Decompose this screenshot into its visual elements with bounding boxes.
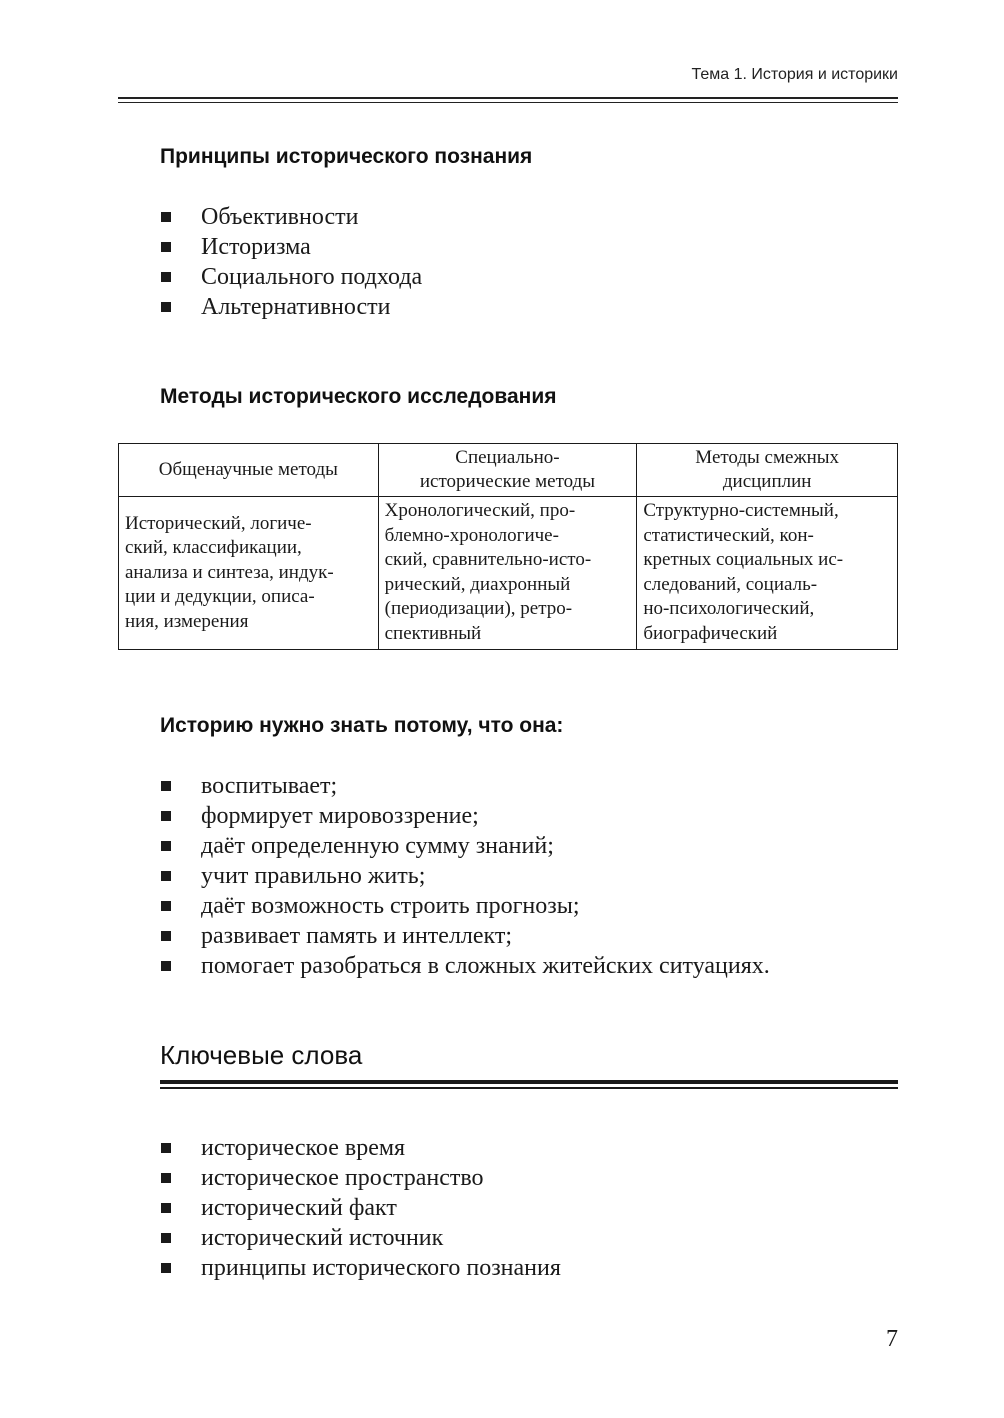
square-bullet-icon (161, 961, 171, 971)
methods-title: Методы исторического исследования (160, 385, 557, 408)
list-item: воспитывает; (160, 771, 770, 801)
square-bullet-icon (161, 931, 171, 941)
header-rule (118, 97, 898, 99)
square-bullet-icon (161, 811, 171, 821)
square-bullet-icon (161, 212, 171, 222)
list-item: Историзма (160, 232, 422, 262)
square-bullet-icon (161, 272, 171, 282)
keywords-list (160, 1133, 561, 1283)
table-cell: Исторический, логиче- ский, классификации, анализа и синтеза, индук- ции и дедукции, описа- ния, измерения (119, 497, 379, 650)
principles-list (160, 202, 422, 322)
page-number: 7 (886, 1326, 898, 1352)
list-item: развивает память и интеллект; (160, 921, 770, 951)
square-bullet-icon (161, 901, 171, 911)
why-history-list (160, 771, 770, 981)
square-bullet-icon (161, 871, 171, 881)
table-cell: Структурно-системный, статистический, кон- кретных социальных ис- следований, социаль- но-психологический, биографический (637, 497, 898, 650)
list-item: Альтернативности (160, 292, 422, 322)
square-bullet-icon (161, 302, 171, 312)
list-item: историческое пространство (160, 1163, 561, 1193)
keywords-rule (160, 1080, 898, 1084)
list-item: историческое время (160, 1133, 561, 1163)
list-item: формирует мировоззрение; (160, 801, 770, 831)
list-item: учит правильно жить; (160, 861, 770, 891)
list-item: даёт определенную сумму знаний; (160, 831, 770, 861)
table-cell: Хронологический, про- блемно-хронологиче- ский, сравнительно-исто- рический, диахронный (периодизации), ретро- спективный (378, 497, 637, 650)
why-history-title: Историю нужно знать потому, что она: (160, 714, 564, 737)
keywords-rule-thin (160, 1087, 898, 1089)
square-bullet-icon (161, 781, 171, 791)
table-row (119, 497, 898, 650)
list-item: принципы исторического познания (160, 1253, 561, 1283)
table-header-row (119, 444, 898, 497)
list-item: исторический факт (160, 1193, 561, 1223)
square-bullet-icon (161, 1263, 171, 1273)
list-item: исторический источник (160, 1223, 561, 1253)
square-bullet-icon (161, 1173, 171, 1183)
square-bullet-icon (161, 1203, 171, 1213)
list-item: помогает разобраться в сложных житейских ситуациях. (160, 951, 770, 981)
table-header-cell: Общенаучные методы (119, 444, 379, 497)
principles-title: Принципы исторического познания (160, 145, 533, 168)
list-item: Социального подхода (160, 262, 422, 292)
running-head: Тема 1. История и историки (691, 66, 898, 83)
header-rule-thin (118, 102, 898, 103)
table-header-cell: Специально- исторические методы (378, 444, 637, 497)
square-bullet-icon (161, 1143, 171, 1153)
list-item: даёт возможность строить прогнозы; (160, 891, 770, 921)
square-bullet-icon (161, 841, 171, 851)
methods-table (118, 443, 898, 650)
list-item: Объективности (160, 202, 422, 232)
table-header-cell: Методы смежных дисциплин (637, 444, 898, 497)
square-bullet-icon (161, 1233, 171, 1243)
square-bullet-icon (161, 242, 171, 252)
keywords-title: Ключевые слова (160, 1040, 363, 1070)
